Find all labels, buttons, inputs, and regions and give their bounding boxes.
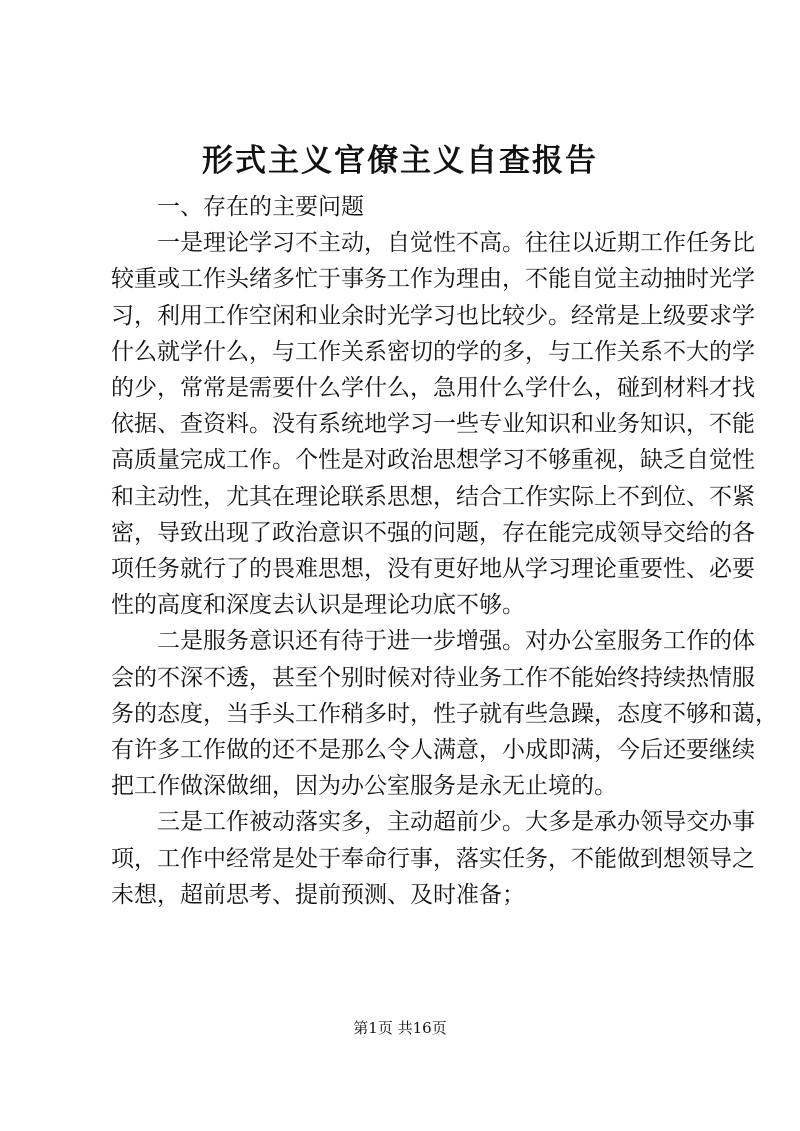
paragraph-3-line-3: 未想，超前思考、提前预测、及时准备；: [111, 881, 525, 908]
paragraph-1-line-11: 性的高度和深度去认识是理论功底不够。: [111, 592, 525, 619]
paragraph-2-line-3: 务的态度，当手头工作稍多时，性子就有些急躁，态度不够和蔼，: [111, 700, 778, 727]
paragraph-1-line-3: 习，利用工作空闲和业余时光学习也比较少。经常是上级要求学: [111, 302, 755, 329]
paragraph-1-line-9: 密，导致出现了政治意识不强的问题，存在能完成领导交给的各: [111, 519, 755, 546]
document-title: 形式主义官僚主义自查报告: [202, 143, 598, 179]
paragraph-2-line-5: 把工作做深做细，因为办公室服务是永无止境的。: [111, 773, 617, 800]
paragraph-1-line-10: 项任务就行了的畏难思想，没有更好地从学习理论重要性、必要: [111, 556, 755, 583]
section-heading: 一、存在的主要问题: [157, 194, 364, 220]
paragraph-1-line-1: 一是理论学习不主动，自觉性不高。往往以近期工作任务比: [157, 230, 755, 257]
paragraph-2-line-1: 二是服务意识还有待于进一步增强。对办公室服务工作的体: [157, 628, 755, 655]
paragraph-3-line-1: 三是工作被动落实多，主动超前少。大多是承办领导交办事: [157, 809, 755, 836]
document-body: [111, 189, 778, 913]
paragraph-3-line-2: 项，工作中经常是处于奉命行事，落实任务，不能做到想领导之: [111, 845, 755, 872]
paragraph-1-line-7: 高质量完成工作。个性是对政治思想学习不够重视，缺乏自觉性: [111, 447, 755, 474]
paragraph-1-line-2: 较重或工作头绪多忙于事务工作为理由，不能自觉主动抽时光学: [111, 266, 755, 293]
paragraph-1-line-6: 依据、查资料。没有系统地学习一些专业知识和业务知识，不能: [111, 411, 755, 438]
paragraph-1-line-8: 和主动性，尤其在理论联系思想，结合工作实际上不到位、不紧: [111, 483, 755, 510]
paragraph-2-line-2: 会的不深不透，甚至个别时候对待业务工作不能始终持续热情服: [111, 664, 755, 691]
paragraph-2-line-4: 有许多工作做的还不是那么令人满意，小成即满，今后还要继续: [111, 737, 755, 764]
paragraph-1-line-5: 的少，常常是需要什么学什么，急用什么学什么，碰到材料才找: [111, 375, 755, 402]
page-number-footer: 第1页 共16页: [353, 1019, 447, 1037]
paragraph-1-line-4: 什么就学什么，与工作关系密切的学的多，与工作关系不大的学: [111, 338, 755, 365]
